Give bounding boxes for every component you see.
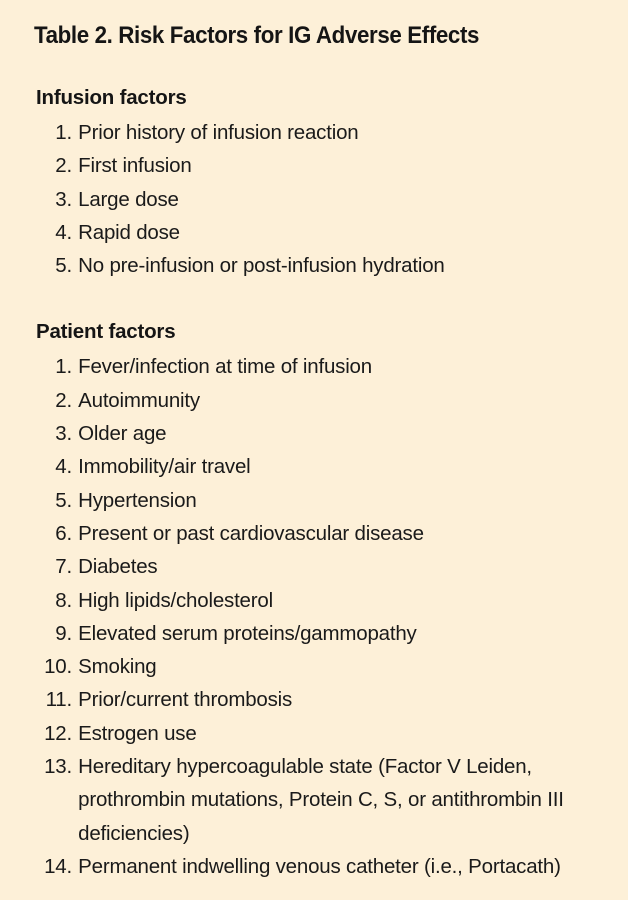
list-item xyxy=(34,484,608,517)
item-number: 3. xyxy=(55,422,72,446)
item-number: 11. xyxy=(45,688,72,712)
item-text: Elevated serum proteins/gammopathy xyxy=(78,621,417,645)
item-number: 14. xyxy=(44,854,72,878)
list-item xyxy=(34,249,608,282)
list-item xyxy=(34,183,608,216)
list-item xyxy=(34,650,608,683)
list-item xyxy=(34,417,608,450)
item-text: Large dose xyxy=(78,187,179,211)
item-number: 5. xyxy=(55,488,72,512)
item-number: 5. xyxy=(55,254,72,278)
patient-factors-heading: Patient factors xyxy=(36,320,176,344)
item-text: Prior history of infusion reaction xyxy=(78,121,359,144)
item-text: Present or past cardiovascular disease xyxy=(78,521,424,545)
list-item xyxy=(34,149,608,182)
item-number: 8. xyxy=(55,588,72,612)
item-text: Diabetes xyxy=(78,555,158,579)
list-item xyxy=(34,683,608,716)
list-item xyxy=(34,116,608,149)
list-item xyxy=(34,517,608,550)
item-text: Estrogen use xyxy=(78,721,197,745)
patient-factors-list xyxy=(34,350,608,883)
table-title: Table 2. Risk Factors for IG Adverse Effects xyxy=(34,22,480,49)
item-number: 7. xyxy=(55,555,72,579)
item-number: 2. xyxy=(55,388,72,412)
item-text: Permanent indwelling venous catheter (i.e., Portacath) xyxy=(78,854,561,878)
list-item xyxy=(34,717,608,750)
list-item xyxy=(34,350,608,383)
item-number: 4. xyxy=(55,220,72,244)
item-number: 1. xyxy=(55,355,72,379)
item-text: Fever/infection at time of infusion xyxy=(78,355,372,379)
item-number: 9. xyxy=(55,621,72,645)
list-item xyxy=(34,584,608,617)
item-text: Immobility/air travel xyxy=(78,455,251,479)
item-number: 4. xyxy=(55,455,72,479)
item-number: 13. xyxy=(44,755,72,779)
item-text: Autoimmunity xyxy=(78,388,200,412)
item-text: Hypertension xyxy=(78,488,197,512)
item-number: 12. xyxy=(44,721,72,745)
list-item xyxy=(34,750,608,850)
infusion-factors-list xyxy=(34,116,608,282)
list-item xyxy=(34,450,608,483)
item-number: 1. xyxy=(55,121,72,144)
item-number: 6. xyxy=(55,521,72,545)
item-text: Prior/current thrombosis xyxy=(78,688,293,712)
item-number: 10. xyxy=(44,655,72,679)
list-item xyxy=(34,384,608,417)
item-text: Rapid dose xyxy=(78,220,180,244)
item-text: Smoking xyxy=(78,655,157,679)
item-text: High lipids/cholesterol xyxy=(78,588,273,612)
list-item xyxy=(34,550,608,583)
list-item xyxy=(34,216,608,249)
list-item xyxy=(34,617,608,650)
item-number: 2. xyxy=(55,154,72,178)
item-text: Older age xyxy=(78,422,167,446)
infusion-factors-heading: Infusion factors xyxy=(36,86,187,109)
list-item xyxy=(34,850,608,883)
item-text: First infusion xyxy=(78,154,192,178)
item-text: No pre-infusion or post-infusion hydration xyxy=(78,254,445,278)
item-text: Hereditary hypercoagulable state (Factor V Leiden, prothrombin mutations, Protein C, S, or antithrombin III deficiencies) xyxy=(78,755,564,845)
item-number: 3. xyxy=(55,187,72,211)
